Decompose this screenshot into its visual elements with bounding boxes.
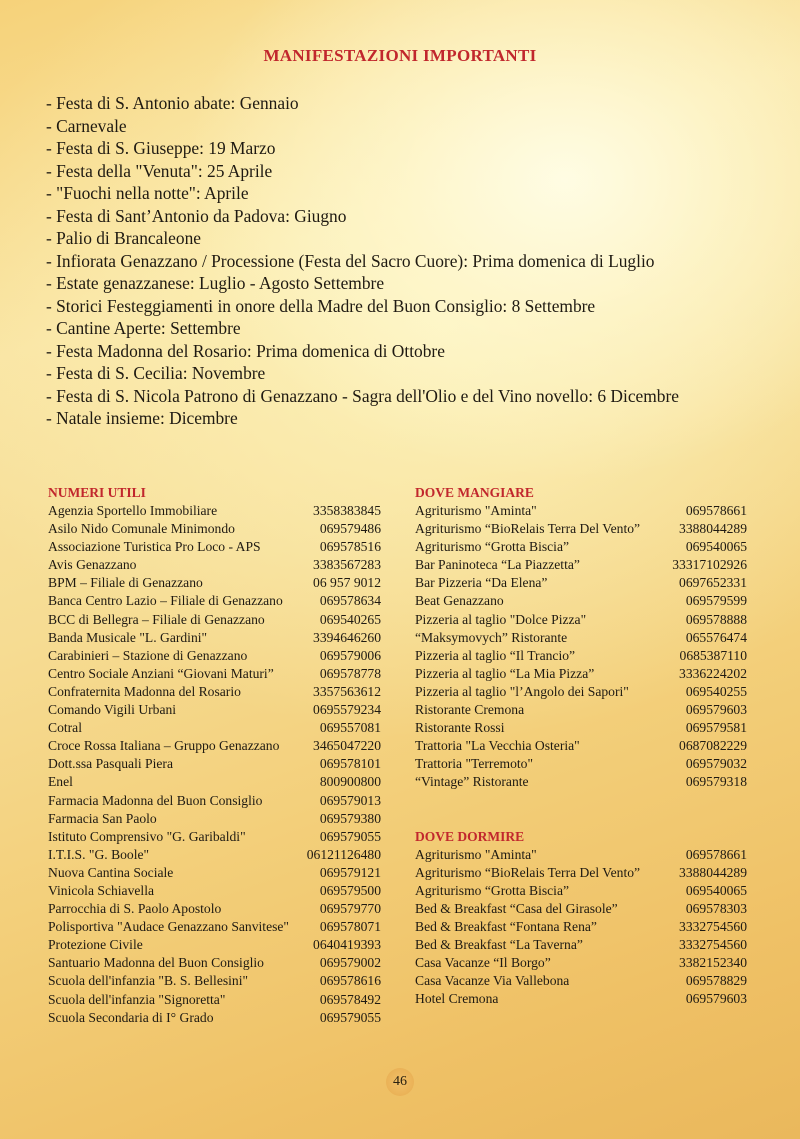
restaurant-name: Trattoria "La Vecchia Osteria" (415, 738, 580, 754)
event-item: - Storici Festeggiamenti in onore della Madre del Buon Consiglio: 8 Settembre (46, 295, 596, 316)
event-item: - Festa di Sant’Antonio da Padova: Giugno (46, 205, 347, 226)
restaurant-row (415, 701, 747, 719)
contact-row (48, 556, 381, 574)
contact-row (48, 737, 381, 755)
contact-name: BPM – Filiale di Genazzano (48, 575, 203, 591)
lodging-number: 069579603 (685, 991, 747, 1007)
restaurant-number: 069540065 (685, 539, 747, 555)
restaurant-name: Trattoria "Terremoto" (415, 756, 533, 772)
restaurant-name: Pizzeria al taglio "l’Angolo dei Sapori" (415, 683, 629, 699)
restaurant-row (415, 629, 747, 647)
restaurant-number: 069579603 (685, 702, 747, 718)
contact-row (48, 665, 381, 683)
dove-mangiare-title: DOVE MANGIARE (415, 485, 534, 500)
restaurant-number: 069579032 (685, 756, 747, 772)
restaurant-name: Agriturismo “BioRelais Terra Del Vento” (415, 521, 641, 537)
restaurant-name: “Vintage” Ristorante (415, 774, 529, 790)
contact-name: Carabinieri – Stazione di Genazzano (48, 647, 248, 663)
restaurant-row (415, 502, 747, 520)
contact-name: Asilo Nido Comunale Minimondo (48, 521, 235, 537)
restaurant-name: “Maksymovych” Ristorante (415, 629, 568, 645)
restaurant-row (415, 611, 747, 629)
contact-row (48, 900, 381, 918)
lodging-row (415, 846, 747, 864)
event-item: - Infiorata Genazzano / Processione (Festa del Sacro Cuore): Prima domenica di Luglio (46, 250, 655, 271)
restaurant-number: 065576474 (685, 629, 747, 645)
restaurant-name: Pizzeria al taglio "Dolce Pizza" (415, 611, 587, 627)
restaurant-name: Pizzeria al taglio “Il Trancio” (415, 647, 576, 663)
lodging-number: 069540065 (685, 882, 747, 898)
restaurant-number: 0685387110 (679, 647, 747, 663)
contact-number: 069540265 (319, 611, 381, 627)
restaurant-row (415, 755, 747, 773)
event-item: - Natale insieme: Dicembre (46, 408, 238, 428)
lodging-number: 3332754560 (679, 936, 747, 952)
restaurant-row (415, 556, 747, 574)
lodging-row (415, 882, 747, 900)
lodging-name: Agriturismo “Grotta Biscia” (415, 882, 570, 898)
restaurant-number: 069578661 (685, 503, 747, 518)
event-item: - Carnevale (46, 115, 127, 136)
contact-row (48, 846, 381, 864)
lodging-number: 069578829 (685, 973, 747, 989)
restaurant-row (415, 574, 747, 592)
section-spacer (415, 792, 747, 828)
contact-row (48, 538, 381, 556)
contact-name: Agenzia Sportello Immobiliare (48, 503, 218, 518)
contact-name: Vinicola Schiavella (48, 882, 155, 898)
contact-number: 3465047220 (313, 738, 381, 754)
contact-name: Centro Sociale Anziani “Giovani Maturi” (48, 665, 274, 681)
event-item: - "Fuochi nella notte": Aprile (46, 183, 249, 203)
contact-number: 069579002 (319, 955, 381, 971)
lodging-name: Agriturismo "Aminta" (415, 846, 537, 862)
restaurant-number: 069578888 (685, 611, 747, 627)
restaurant-number: 069579599 (685, 593, 747, 609)
contact-name: Enel (48, 774, 73, 790)
restaurant-row (415, 665, 747, 683)
restaurant-number: 0687082229 (679, 738, 747, 754)
contact-number: 069578778 (319, 665, 381, 681)
restaurant-name: Pizzeria al taglio “La Mia Pizza” (415, 665, 595, 681)
contact-name: Avis Genazzano (48, 557, 137, 573)
restaurant-name: Agriturismo "Aminta" (415, 503, 537, 518)
contact-row (48, 611, 381, 629)
contact-name: Banda Musicale "L. Gardini" (48, 629, 208, 645)
contact-name: Protezione Civile (48, 937, 143, 953)
lodging-row (415, 864, 747, 882)
lodging-number: 069578303 (685, 900, 747, 916)
contact-number: 069578071 (319, 919, 381, 935)
page-number: 46 (386, 1068, 414, 1096)
restaurant-number: 3336224202 (679, 665, 747, 681)
contact-name: Istituto Comprensivo "G. Garibaldi" (48, 828, 246, 844)
contact-row (48, 773, 381, 791)
contact-row (48, 683, 381, 701)
contact-name: Polisportiva "Audace Genazzano Sanvitese" (48, 919, 289, 935)
contact-row (48, 647, 381, 665)
contact-row (48, 918, 381, 936)
restaurant-row (415, 683, 747, 701)
contact-number: 069578492 (319, 991, 381, 1007)
right-column (415, 484, 747, 1008)
restaurant-number: 0697652331 (679, 575, 747, 591)
lodging-number: 069578661 (685, 846, 747, 862)
contact-row (48, 936, 381, 954)
contact-number: 069579500 (319, 882, 381, 898)
contact-number: 06121126480 (306, 846, 381, 862)
contact-number: 0640419393 (313, 937, 381, 953)
contact-name: Scuola Secondaria di I° Grado (48, 1009, 214, 1025)
contact-number: 3394646260 (313, 629, 381, 645)
lodging-number: 3382152340 (679, 955, 747, 971)
event-item: - Estate genazzanese: Luglio - Agosto Settembre (46, 273, 385, 293)
restaurant-row (415, 719, 747, 737)
restaurant-row (415, 647, 747, 665)
restaurant-name: Bar Paninoteca “La Piazzetta” (415, 557, 580, 573)
contact-name: I.T.I.S. "G. Boole" (48, 846, 150, 862)
contact-name: Parrocchia di S. Paolo Apostolo (48, 901, 222, 917)
contact-row (48, 502, 381, 520)
contact-name: Farmacia San Paolo (48, 810, 157, 826)
contact-name: Croce Rossa Italiana – Gruppo Genazzano (48, 738, 280, 754)
contact-name: Cotral (48, 720, 82, 736)
contact-row (48, 864, 381, 882)
lodging-row (415, 900, 747, 918)
contact-number: 069579486 (319, 521, 381, 537)
event-item: - Palio di Brancaleone (46, 228, 202, 248)
contact-number: 069578634 (319, 593, 381, 609)
restaurant-row (415, 520, 747, 538)
restaurant-name: Ristorante Cremona (415, 702, 525, 718)
contact-name: Santuario Madonna del Buon Consiglio (48, 955, 264, 971)
contact-number: 069579055 (319, 828, 381, 844)
restaurant-name: Beat Genazzano (415, 593, 504, 609)
event-item: - Festa Madonna del Rosario: Prima domenica di Ottobre (46, 340, 445, 361)
restaurant-number: 069579581 (685, 720, 747, 736)
contact-number: 3358383845 (313, 503, 381, 518)
contact-number: 069579006 (319, 647, 381, 663)
contact-row (48, 972, 381, 990)
contact-row (48, 1009, 381, 1027)
contact-row (48, 701, 381, 719)
contact-number: 069557081 (319, 720, 381, 736)
contact-name: Scuola dell'infanzia "Signoretta" (48, 991, 226, 1007)
lodging-row (415, 918, 747, 936)
lodging-row (415, 954, 747, 972)
restaurant-row (415, 773, 747, 791)
contact-number: 0695579234 (313, 702, 381, 718)
event-item: - Cantine Aperte: Settembre (46, 318, 241, 338)
contact-name: Comando Vigili Urbani (48, 702, 177, 718)
contact-number: 069579055 (319, 1009, 381, 1025)
restaurant-name: Agriturismo “Grotta Biscia” (415, 539, 570, 555)
contact-number: 069579121 (319, 864, 381, 880)
contact-row (48, 954, 381, 972)
event-item: - Festa di S. Cecilia: Novembre (46, 363, 266, 383)
restaurant-number: 069540255 (685, 683, 747, 699)
contact-name: Farmacia Madonna del Buon Consiglio (48, 792, 263, 808)
restaurant-name: Bar Pizzeria “Da Elena” (415, 575, 548, 591)
lodging-row (415, 990, 747, 1008)
contact-number: 800900800 (319, 774, 381, 790)
contact-row (48, 810, 381, 828)
contact-row (48, 719, 381, 737)
contact-number: 069579013 (319, 792, 381, 808)
lodging-name: Agriturismo “BioRelais Terra Del Vento” (415, 864, 641, 880)
contact-number: 3383567283 (313, 557, 381, 573)
lodging-row (415, 972, 747, 990)
restaurant-row (415, 538, 747, 556)
contact-row (48, 755, 381, 773)
page-title: MANIFESTAZIONI IMPORTANTI (263, 46, 537, 65)
contact-row (48, 882, 381, 900)
numeri-utili-section (48, 484, 381, 1027)
event-item: - Festa di S. Antonio abate: Gennaio (46, 93, 299, 113)
contact-row (48, 629, 381, 647)
contact-name: BCC di Bellegra – Filiale di Genazzano (48, 611, 265, 627)
restaurant-number: 3388044289 (679, 521, 747, 537)
contact-number: 069578516 (319, 539, 381, 555)
lodging-name: Casa Vacanze “Il Borgo” (415, 955, 551, 971)
events-list (46, 92, 679, 430)
contact-name: Dott.ssa Pasquali Piera (48, 756, 173, 772)
contact-number: 069579770 (319, 901, 381, 917)
lodging-name: Bed & Breakfast “Fontana Rena” (415, 918, 597, 934)
contact-number: 069578101 (319, 756, 381, 772)
lodging-row (415, 936, 747, 954)
lodging-name: Hotel Cremona (415, 991, 499, 1007)
restaurant-name: Ristorante Rossi (415, 720, 505, 736)
contact-name: Nuova Cantina Sociale (48, 864, 174, 880)
contact-number: 069578616 (319, 973, 381, 989)
lodging-number: 3332754560 (679, 918, 747, 934)
dove-dormire-title: DOVE DORMIRE (415, 828, 525, 844)
numeri-utili-title: NUMERI UTILI (48, 485, 146, 500)
contact-row (48, 574, 381, 592)
restaurant-row (415, 737, 747, 755)
lodging-name: Casa Vacanze Via Vallebona (415, 973, 570, 989)
event-item: - Festa di S. Nicola Patrono di Genazzano - Sagra dell'Olio e del Vino novello: 6 Dicembre (46, 385, 679, 406)
contact-row (48, 520, 381, 538)
contact-name: Confraternita Madonna del Rosario (48, 683, 241, 699)
contact-name: Associazione Turistica Pro Loco - APS (48, 539, 261, 555)
lodging-number: 3388044289 (679, 864, 747, 880)
lodging-name: Bed & Breakfast “Casa del Girasole” (415, 900, 618, 916)
contact-row (48, 592, 381, 610)
contact-name: Scuola dell'infanzia "B. S. Bellesini" (48, 973, 249, 989)
event-item: - Festa di S. Giuseppe: 19 Marzo (46, 138, 276, 158)
lodging-name: Bed & Breakfast “La Taverna” (415, 936, 583, 952)
contact-row (48, 828, 381, 846)
contact-number: 3357563612 (313, 683, 381, 699)
contact-row (48, 792, 381, 810)
contact-number: 069579380 (319, 810, 381, 826)
restaurant-number: 069579318 (685, 774, 747, 790)
restaurant-number: 33317102926 (672, 557, 747, 573)
contact-name: Banca Centro Lazio – Filiale di Genazzano (48, 593, 283, 609)
contact-row (48, 991, 381, 1009)
contact-number: 06 957 9012 (313, 575, 381, 591)
event-item: - Festa della "Venuta": 25 Aprile (46, 160, 273, 181)
restaurant-row (415, 592, 747, 610)
